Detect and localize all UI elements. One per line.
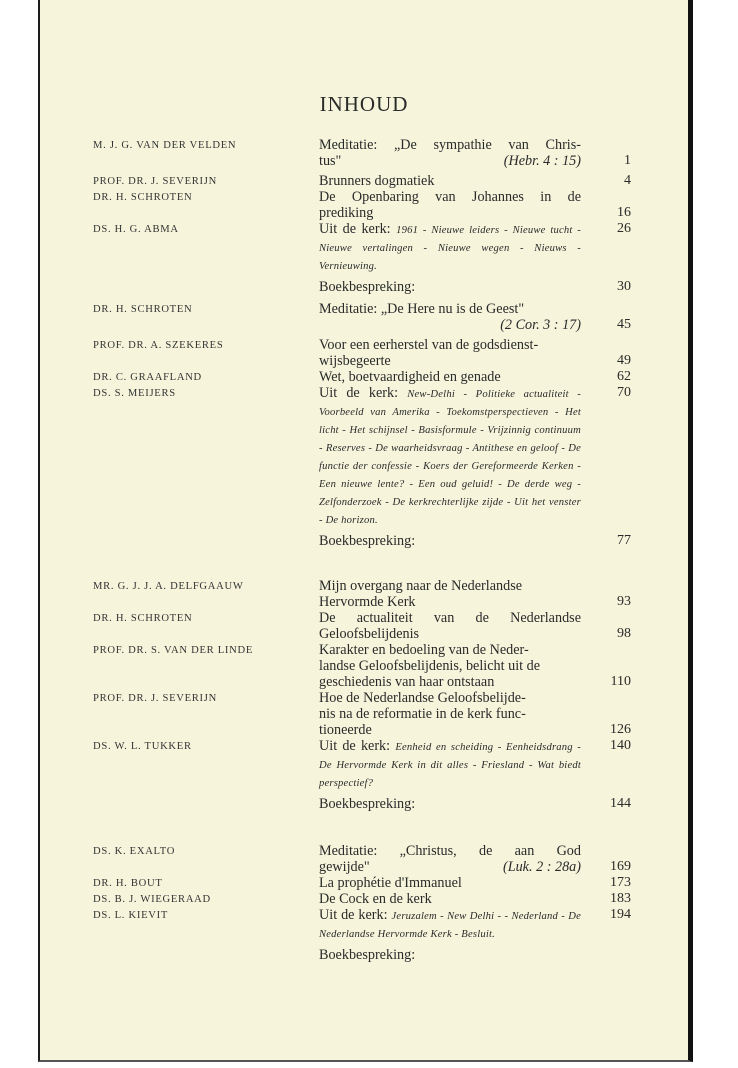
toc-entry [93, 173, 653, 189]
page-number: 16 [617, 205, 631, 220]
author: PROF. DR. S. VAN DER LINDE [93, 645, 253, 656]
toc-entry [93, 301, 653, 333]
article-title: Uit de kerk: Eenheid en scheiding - Eenheidsdrang - De Hervormde Kerk in dit alles - Friesland - Wat biedt perspectief? 140 [319, 738, 631, 789]
article-title: Brunners dogmatiek 4 [319, 173, 631, 189]
page-number: 98 [617, 626, 631, 641]
kerk-topics: Jeruzalem - New Delhi - - Nederland - De Nederlandse Hervormde Kerk - Besluit. [319, 911, 582, 940]
author: MR. G. J. J. A. DELFGAAUW [93, 581, 244, 592]
article-title: De Cock en de kerk 183 [319, 891, 631, 907]
toc-entry [93, 189, 653, 221]
page-number: 110 [610, 674, 631, 689]
issue-section [93, 301, 653, 553]
article-title: La prophétie d'Immanuel 173 [319, 875, 631, 891]
article-title: Meditatie: „De sympathie van Chris- tus" (Hebr. 4 : 15) 1 [319, 137, 631, 169]
page-number: 62 [617, 369, 631, 384]
author: M. J. G. VAN DER VELDEN [93, 140, 237, 151]
page-number: 45 [617, 317, 631, 332]
author: DS. W. L. TUKKER [93, 741, 192, 752]
toc-entry [93, 221, 653, 275]
author: PROF. DR. A. SZEKERES [93, 340, 224, 351]
toc-entry [93, 875, 653, 891]
article-title: Uit de kerk: New-Delhi - Politieke actualiteit - Voorbeeld van Amerika - Toekomstperspectieven - Het licht - Het schijnsel - Basisformule - Vrijzinnig continuum - Reserves - De waarheidsvraag - Antithese en geloof - De functie der confessie - Koers der Gereformeerde Kerken - Een nieuwe lente? - Een oud geluid! - De derde weg - Zelfonderzoek - De kerkrechterlijke zijde - Uit het venster - De horizon. 70 [319, 385, 631, 526]
article-title: Meditatie: „Christus, de aan God gewijde" (Luk. 2 : 28a) 169 [319, 843, 631, 875]
page [38, 0, 693, 1062]
toc-entry [93, 369, 653, 385]
author: PROF. DR. J. SEVERIJN [93, 693, 217, 704]
author: DR. H. BOUT [93, 878, 163, 889]
article-title: Wet, boetvaardigheid en genade 62 [319, 369, 631, 385]
article-title: Karakter en bedoeling van de Neder- landse Geloofsbelijdenis, belicht uit de geschiedenis van haar ontstaan 110 [319, 642, 631, 690]
toc-entry [93, 137, 653, 169]
article-title: De actualiteit van de Nederlandse Geloofsbelijdenis 98 [319, 610, 631, 642]
book-review: Boekbespreking: 144 [319, 796, 631, 812]
article-title: Meditatie: „De Here nu is de Geest" (2 Cor. 3 : 17) 45 [319, 301, 631, 333]
toc-entry [93, 947, 653, 963]
page-number: 194 [610, 907, 631, 922]
toc-entry [93, 578, 653, 610]
author: DR. H. SCHROTEN [93, 613, 193, 624]
toc-entry [93, 610, 653, 642]
toc-entry [93, 690, 653, 738]
article-title: Mijn overgang naar de Nederlandse Hervormde Kerk 93 [319, 578, 631, 610]
kerk-topics: New-Delhi - Politieke actualiteit - Voorbeeld van Amerika - Toekomstperspectieven - Het licht - Het schijnsel - Basisformule - Vrijzinnig continuum - Reserves - De waarheidsvraag - Antithese en geloof - De functie der confessie - Koers der Gereformeerde Kerken - Een nieuwe lente? - Een oud geluid! - De derde weg - Zelfonderzoek - De kerkrechterlijke zijde - Uit het venster - De horizon. [319, 389, 582, 526]
page-number: 70 [617, 385, 631, 400]
toc-entry [93, 279, 653, 295]
toc-entry [93, 642, 653, 690]
article-title: Uit de kerk: 1961 - Nieuwe leiders - Nieuwe tucht - Nieuwe vertalingen - Nieuwe wegen - Nieuws - Vernieuwing. 26 [319, 221, 631, 272]
kerk-topics: Eenheid en scheiding - Eenheidsdrang - De Hervormde Kerk in dit alles - Friesland - Wat biedt perspectief? [319, 742, 582, 789]
toc-entry [93, 843, 653, 875]
author: DS. K. EXALTO [93, 846, 176, 857]
author: DS. B. J. WIEGERAAD [93, 894, 211, 905]
author: DR. H. SCHROTEN [93, 304, 193, 315]
toc-entry [93, 891, 653, 907]
author: DR. H. SCHROTEN [93, 192, 193, 203]
book-review: Boekbespreking: [319, 947, 416, 963]
toc-entry [93, 796, 653, 812]
page-number: 26 [617, 221, 631, 236]
toc-entry [93, 738, 653, 792]
author: DS. S. MEIJERS [93, 388, 176, 399]
toc-entry [93, 337, 653, 369]
page-title: INHOUD [319, 92, 409, 116]
book-review: Boekbespreking: 77 [319, 533, 631, 549]
article-title: Hoe de Nederlandse Geloofsbelijde- nis na de reformatie in de kerk func- tioneerde 126 [319, 690, 631, 738]
toc-entry [93, 533, 653, 549]
page-number: 49 [617, 353, 631, 368]
page-number: 77 [617, 533, 631, 548]
page-number: 4 [624, 173, 631, 188]
page-number: 126 [610, 722, 631, 737]
author: PROF. DR. J. SEVERIJN [93, 176, 217, 187]
book-review: Boekbespreking: 30 [319, 279, 631, 295]
article-title: Voor een eerherstel van de godsdienst- wijsbegeerte 49 [319, 337, 631, 369]
kerk-topics: 1961 - Nieuwe leiders - Nieuwe tucht - Nieuwe vertalingen - Nieuwe wegen - Nieuws - Vernieuwing. [319, 225, 581, 272]
page-number: 183 [610, 891, 631, 906]
page-number: 140 [610, 738, 631, 753]
issue-section [93, 137, 653, 299]
article-title: De Openbaring van Johannes in de prediking 16 [319, 189, 631, 221]
page-number: 30 [617, 279, 631, 294]
article-title: Uit de kerk: Jeruzalem - New Delhi - - Nederland - De Nederlandse Hervormde Kerk - Besluit. 194 [319, 907, 631, 940]
author: DS. L. KIEVIT [93, 910, 169, 921]
toc-entry [93, 907, 653, 943]
author: DS. H. G. ABMA [93, 224, 179, 235]
bible-reference: (Luk. 2 : 28a) [502, 859, 581, 875]
page-number: 169 [610, 859, 631, 874]
page-number: 1 [624, 153, 631, 168]
issue-section [93, 843, 653, 967]
issue-section [93, 578, 653, 816]
bible-reference: (Hebr. 4 : 15) [503, 153, 581, 169]
page-number: 173 [610, 875, 631, 890]
author: DR. C. GRAAFLAND [93, 372, 202, 383]
bible-reference: (2 Cor. 3 : 17) [500, 317, 581, 333]
page-number: 93 [617, 594, 631, 609]
toc-entry [93, 385, 653, 529]
page-number: 144 [610, 796, 631, 811]
